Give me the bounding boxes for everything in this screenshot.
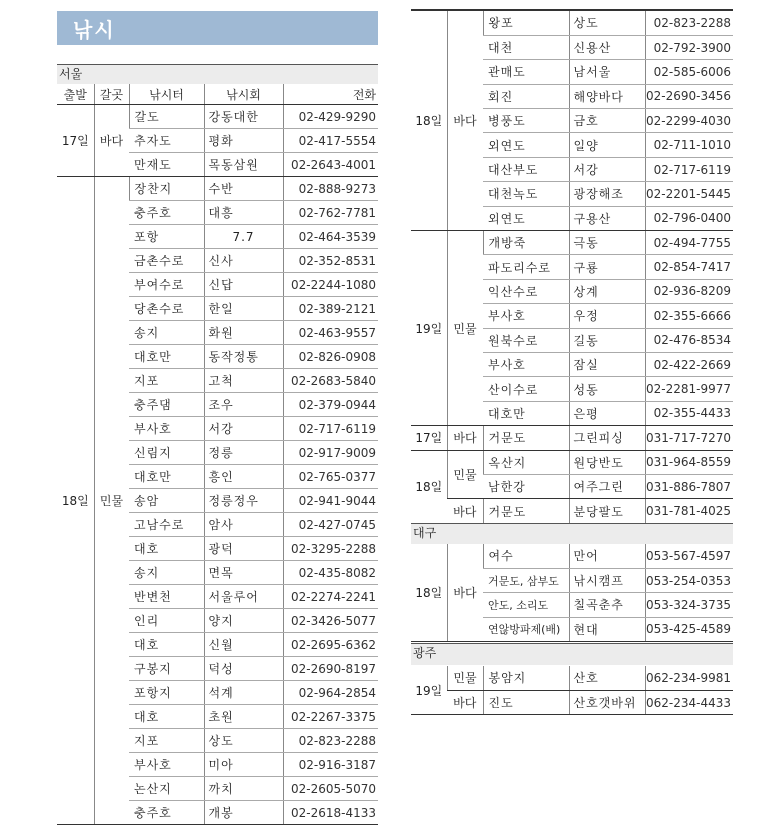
fishing-club: 낚시캠프 — [569, 568, 645, 592]
fishing-spot: 옥산지 — [483, 450, 569, 474]
phone-number: 031-886-7807 — [645, 474, 733, 498]
fishing-spot: 부여수로 — [129, 273, 204, 297]
fishing-club: 한일 — [204, 297, 283, 321]
fishing-spot: 지포 — [129, 729, 204, 753]
fishing-club: 산호 — [569, 666, 645, 690]
fishing-club: 잠실 — [569, 352, 645, 376]
fishing-spot: 남한강 — [483, 474, 569, 498]
fishing-spot: 송지 — [129, 561, 204, 585]
phone-number: 02-2244-1080 — [283, 273, 378, 297]
destination-type: 민물 — [447, 666, 483, 690]
phone-number: 02-429-9290 — [283, 105, 378, 129]
phone-number: 02-463-9557 — [283, 321, 378, 345]
phone-number: 02-2643-4001 — [283, 153, 378, 177]
fishing-club: 신용산 — [569, 35, 645, 59]
fishing-spot: 대산부도 — [483, 157, 569, 181]
phone-number: 02-711-1010 — [645, 133, 733, 157]
fishing-club: 해양바다 — [569, 84, 645, 108]
fishing-spot: 송암 — [129, 489, 204, 513]
destination-type: 바다 — [447, 11, 483, 231]
region-header-seoul: 서울 — [57, 64, 378, 84]
fishing-club: 화원 — [204, 321, 283, 345]
fishing-club: 양지 — [204, 609, 283, 633]
fishing-club: 신사 — [204, 249, 283, 273]
phone-number: 02-717-6119 — [283, 417, 378, 441]
fishing-club: 만어 — [569, 544, 645, 568]
fishing-spot: 부사호 — [129, 417, 204, 441]
fishing-spot: 인리 — [129, 609, 204, 633]
departure-date: 18일 — [57, 177, 94, 825]
phone-number: 02-476-8534 — [645, 328, 733, 352]
fishing-club: 조우 — [204, 393, 283, 417]
fishing-club: 금호 — [569, 109, 645, 133]
phone-number: 062-234-9981 — [645, 666, 733, 690]
region-header-daegu: 대구 — [411, 523, 733, 544]
fishing-club: 광장해조 — [569, 182, 645, 206]
fishing-spot: 추자도 — [129, 129, 204, 153]
phone-number: 02-3426-5077 — [283, 609, 378, 633]
fishing-club: 현대 — [569, 617, 645, 641]
section-title: 낚시 — [73, 18, 116, 42]
left-listing-table — [57, 84, 378, 825]
fishing-club: 신답 — [204, 273, 283, 297]
phone-number: 02-355-6666 — [645, 304, 733, 328]
table-row — [411, 666, 733, 690]
fishing-spot: 논산지 — [129, 777, 204, 801]
header-fishing-club: 낚시회 — [204, 84, 283, 105]
fishing-club: 까치 — [204, 777, 283, 801]
table-row — [411, 499, 733, 523]
phone-number: 02-2274-2241 — [283, 585, 378, 609]
fishing-spot: 반변천 — [129, 585, 204, 609]
fishing-club: 목동삼원 — [204, 153, 283, 177]
fishing-club: 구용산 — [569, 206, 645, 230]
fishing-spot: 지포 — [129, 369, 204, 393]
fishing-spot: 거문도 — [483, 499, 569, 523]
phone-number: 02-717-6119 — [645, 157, 733, 181]
fishing-club: 상계 — [569, 279, 645, 303]
destination-type: 바다 — [447, 544, 483, 642]
fishing-club: 개봉 — [204, 801, 283, 825]
fishing-spot: 안도, 소리도 — [483, 593, 569, 617]
table-row — [57, 105, 378, 129]
fishing-club: 미아 — [204, 753, 283, 777]
fishing-club: 은평 — [569, 401, 645, 425]
phone-number: 02-435-8082 — [283, 561, 378, 585]
fishing-spot: 만재도 — [129, 153, 204, 177]
fishing-spot: 개방죽 — [483, 231, 569, 255]
phone-number: 053-324-3735 — [645, 593, 733, 617]
phone-number: 02-352-8531 — [283, 249, 378, 273]
fishing-club: 길동 — [569, 328, 645, 352]
fishing-spot: 파도리수로 — [483, 255, 569, 279]
header-destination: 갈곳 — [94, 84, 129, 105]
fishing-spot: 거문도 — [483, 426, 569, 450]
fishing-spot: 당촌수로 — [129, 297, 204, 321]
table-row — [411, 11, 733, 35]
fishing-spot: 외연도 — [483, 133, 569, 157]
phone-number: 02-422-2669 — [645, 352, 733, 376]
fishing-club: 우정 — [569, 304, 645, 328]
header-phone: 전화 — [283, 84, 378, 105]
fishing-club: 흥인 — [204, 465, 283, 489]
fishing-spot: 병풍도 — [483, 109, 569, 133]
fishing-spot: 송지 — [129, 321, 204, 345]
fishing-club: 서강 — [569, 157, 645, 181]
destination-type: 바다 — [447, 426, 483, 450]
fishing-spot: 충주호 — [129, 201, 204, 225]
departure-date: 17일 — [57, 105, 94, 177]
fishing-club: 광덕 — [204, 537, 283, 561]
right-listing-table-gwangju — [411, 666, 733, 715]
fishing-club: 칠곡춘추 — [569, 593, 645, 617]
section-title-banner — [57, 11, 378, 45]
fishing-club: 구룡 — [569, 255, 645, 279]
destination-type: 민물 — [447, 231, 483, 426]
fishing-spot: 포항지 — [129, 681, 204, 705]
fishing-spot: 봉암지 — [483, 666, 569, 690]
destination-type: 바다 — [447, 690, 483, 714]
phone-number: 02-379-0944 — [283, 393, 378, 417]
table-row — [411, 426, 733, 450]
fishing-spot: 갈도 — [129, 105, 204, 129]
fishing-club: 면목 — [204, 561, 283, 585]
header-date: 출발 — [57, 84, 94, 105]
fishing-spot: 관매도 — [483, 60, 569, 84]
fishing-spot: 신림지 — [129, 441, 204, 465]
phone-number: 02-2690-3456 — [645, 84, 733, 108]
phone-number: 062-234-4433 — [645, 690, 733, 714]
fishing-spot: 익산수로 — [483, 279, 569, 303]
fishing-club: 서울루어 — [204, 585, 283, 609]
table-row — [411, 544, 733, 568]
fishing-spot: 대호만 — [483, 401, 569, 425]
phone-number: 02-941-9044 — [283, 489, 378, 513]
fishing-club: 대흥 — [204, 201, 283, 225]
fishing-spot: 대호 — [129, 537, 204, 561]
phone-number: 02-417-5554 — [283, 129, 378, 153]
phone-number: 02-792-3900 — [645, 35, 733, 59]
fishing-spot: 거문도, 삼부도 — [483, 568, 569, 592]
destination-type: 바다 — [447, 499, 483, 523]
departure-date: 18일 — [411, 544, 447, 642]
fishing-spot: 구봉지 — [129, 657, 204, 681]
fishing-club: 상도 — [569, 11, 645, 35]
fishing-club: 성동 — [569, 377, 645, 401]
phone-number: 02-3295-2288 — [283, 537, 378, 561]
fishing-club: 여주그린 — [569, 474, 645, 498]
fishing-club: 덕성 — [204, 657, 283, 681]
departure-date: 18일 — [411, 11, 447, 231]
phone-number: 031-964-8559 — [645, 450, 733, 474]
fishing-club: 그린피싱 — [569, 426, 645, 450]
departure-date: 19일 — [411, 666, 447, 715]
phone-number: 02-355-4433 — [645, 401, 733, 425]
fishing-spot: 대호만 — [129, 345, 204, 369]
fishing-spot: 대호 — [129, 633, 204, 657]
phone-number: 053-425-4589 — [645, 617, 733, 641]
fishing-spot: 부사호 — [483, 304, 569, 328]
table-row — [411, 690, 733, 714]
phone-number: 053-567-4597 — [645, 544, 733, 568]
fishing-club: 정릉정우 — [204, 489, 283, 513]
destination-type: 민물 — [94, 177, 129, 825]
fishing-spot: 금촌수로 — [129, 249, 204, 273]
phone-number: 02-2299-4030 — [645, 109, 733, 133]
fishing-club: 극동 — [569, 231, 645, 255]
fishing-club: 강동대한 — [204, 105, 283, 129]
phone-number: 02-888-9273 — [283, 177, 378, 201]
fishing-spot: 장찬지 — [129, 177, 204, 201]
fishing-spot: 진도 — [483, 690, 569, 714]
phone-number: 02-964-2854 — [283, 681, 378, 705]
fishing-spot: 외연도 — [483, 206, 569, 230]
phone-number: 02-2618-4133 — [283, 801, 378, 825]
departure-date: 19일 — [411, 231, 447, 426]
fishing-spot: 대호만 — [129, 465, 204, 489]
fishing-club: 남서울 — [569, 60, 645, 84]
fishing-spot: 왕포 — [483, 11, 569, 35]
phone-number: 02-585-6006 — [645, 60, 733, 84]
fishing-club: 분당팔도 — [569, 499, 645, 523]
phone-number: 02-796-0400 — [645, 206, 733, 230]
fishing-club: 일양 — [569, 133, 645, 157]
fishing-club: 신월 — [204, 633, 283, 657]
fishing-spot: 여수 — [483, 544, 569, 568]
fishing-spot: 대천녹도 — [483, 182, 569, 206]
phone-number: 02-389-2121 — [283, 297, 378, 321]
fishing-spot: 고남수로 — [129, 513, 204, 537]
fishing-spot: 회진 — [483, 84, 569, 108]
right-listing-table-daegu — [411, 544, 733, 642]
phone-number: 02-2281-9977 — [645, 377, 733, 401]
region-header-gwangju: 광주 — [411, 643, 733, 665]
fishing-spot: 부사호 — [129, 753, 204, 777]
phone-number: 02-2201-5445 — [645, 182, 733, 206]
fishing-club: 원당반도 — [569, 450, 645, 474]
fishing-spot: 산이수로 — [483, 377, 569, 401]
destination-type: 바다 — [94, 105, 129, 177]
phone-number: 02-916-3187 — [283, 753, 378, 777]
fishing-spot: 충주댐 — [129, 393, 204, 417]
phone-number: 02-2695-6362 — [283, 633, 378, 657]
fishing-spot: 충주호 — [129, 801, 204, 825]
fishing-club: 암사 — [204, 513, 283, 537]
fishing-spot: 원북수로 — [483, 328, 569, 352]
fishing-spot: 포항 — [129, 225, 204, 249]
phone-number: 02-936-8209 — [645, 279, 733, 303]
phone-number: 02-823-2288 — [283, 729, 378, 753]
phone-number: 053-254-0353 — [645, 568, 733, 592]
right-listing-table-seoul — [411, 11, 733, 524]
phone-number: 02-2690-8197 — [283, 657, 378, 681]
phone-number: 02-464-3539 — [283, 225, 378, 249]
phone-number: 031-781-4025 — [645, 499, 733, 523]
header-fishing-spot: 낚시터 — [129, 84, 204, 105]
phone-number: 02-2605-5070 — [283, 777, 378, 801]
departure-date: 18일 — [411, 450, 447, 523]
departure-date: 17일 — [411, 426, 447, 450]
table-row — [57, 177, 378, 201]
fishing-club: 초원 — [204, 705, 283, 729]
fishing-spot: 부사호 — [483, 352, 569, 376]
fishing-club: 동작정통 — [204, 345, 283, 369]
fishing-club: 7.7 — [204, 225, 283, 249]
destination-type: 민물 — [447, 450, 483, 499]
phone-number: 02-823-2288 — [645, 11, 733, 35]
table-row — [411, 450, 733, 474]
fishing-club: 고척 — [204, 369, 283, 393]
phone-number: 02-494-7755 — [645, 231, 733, 255]
fishing-club: 수반 — [204, 177, 283, 201]
phone-number: 02-427-0745 — [283, 513, 378, 537]
fishing-club: 산호갯바위 — [569, 690, 645, 714]
fishing-spot: 대천 — [483, 35, 569, 59]
phone-number: 02-762-7781 — [283, 201, 378, 225]
fishing-club: 서강 — [204, 417, 283, 441]
table-row — [411, 231, 733, 255]
phone-number: 02-917-9009 — [283, 441, 378, 465]
phone-number: 031-717-7270 — [645, 426, 733, 450]
fishing-club: 평화 — [204, 129, 283, 153]
fishing-club: 석계 — [204, 681, 283, 705]
fishing-spot: 대호 — [129, 705, 204, 729]
phone-number: 02-765-0377 — [283, 465, 378, 489]
phone-number: 02-854-7417 — [645, 255, 733, 279]
phone-number: 02-826-0908 — [283, 345, 378, 369]
phone-number: 02-2683-5840 — [283, 369, 378, 393]
phone-number: 02-2267-3375 — [283, 705, 378, 729]
fishing-spot: 연않방파제(배) — [483, 617, 569, 641]
fishing-club: 상도 — [204, 729, 283, 753]
fishing-club: 정릉 — [204, 441, 283, 465]
